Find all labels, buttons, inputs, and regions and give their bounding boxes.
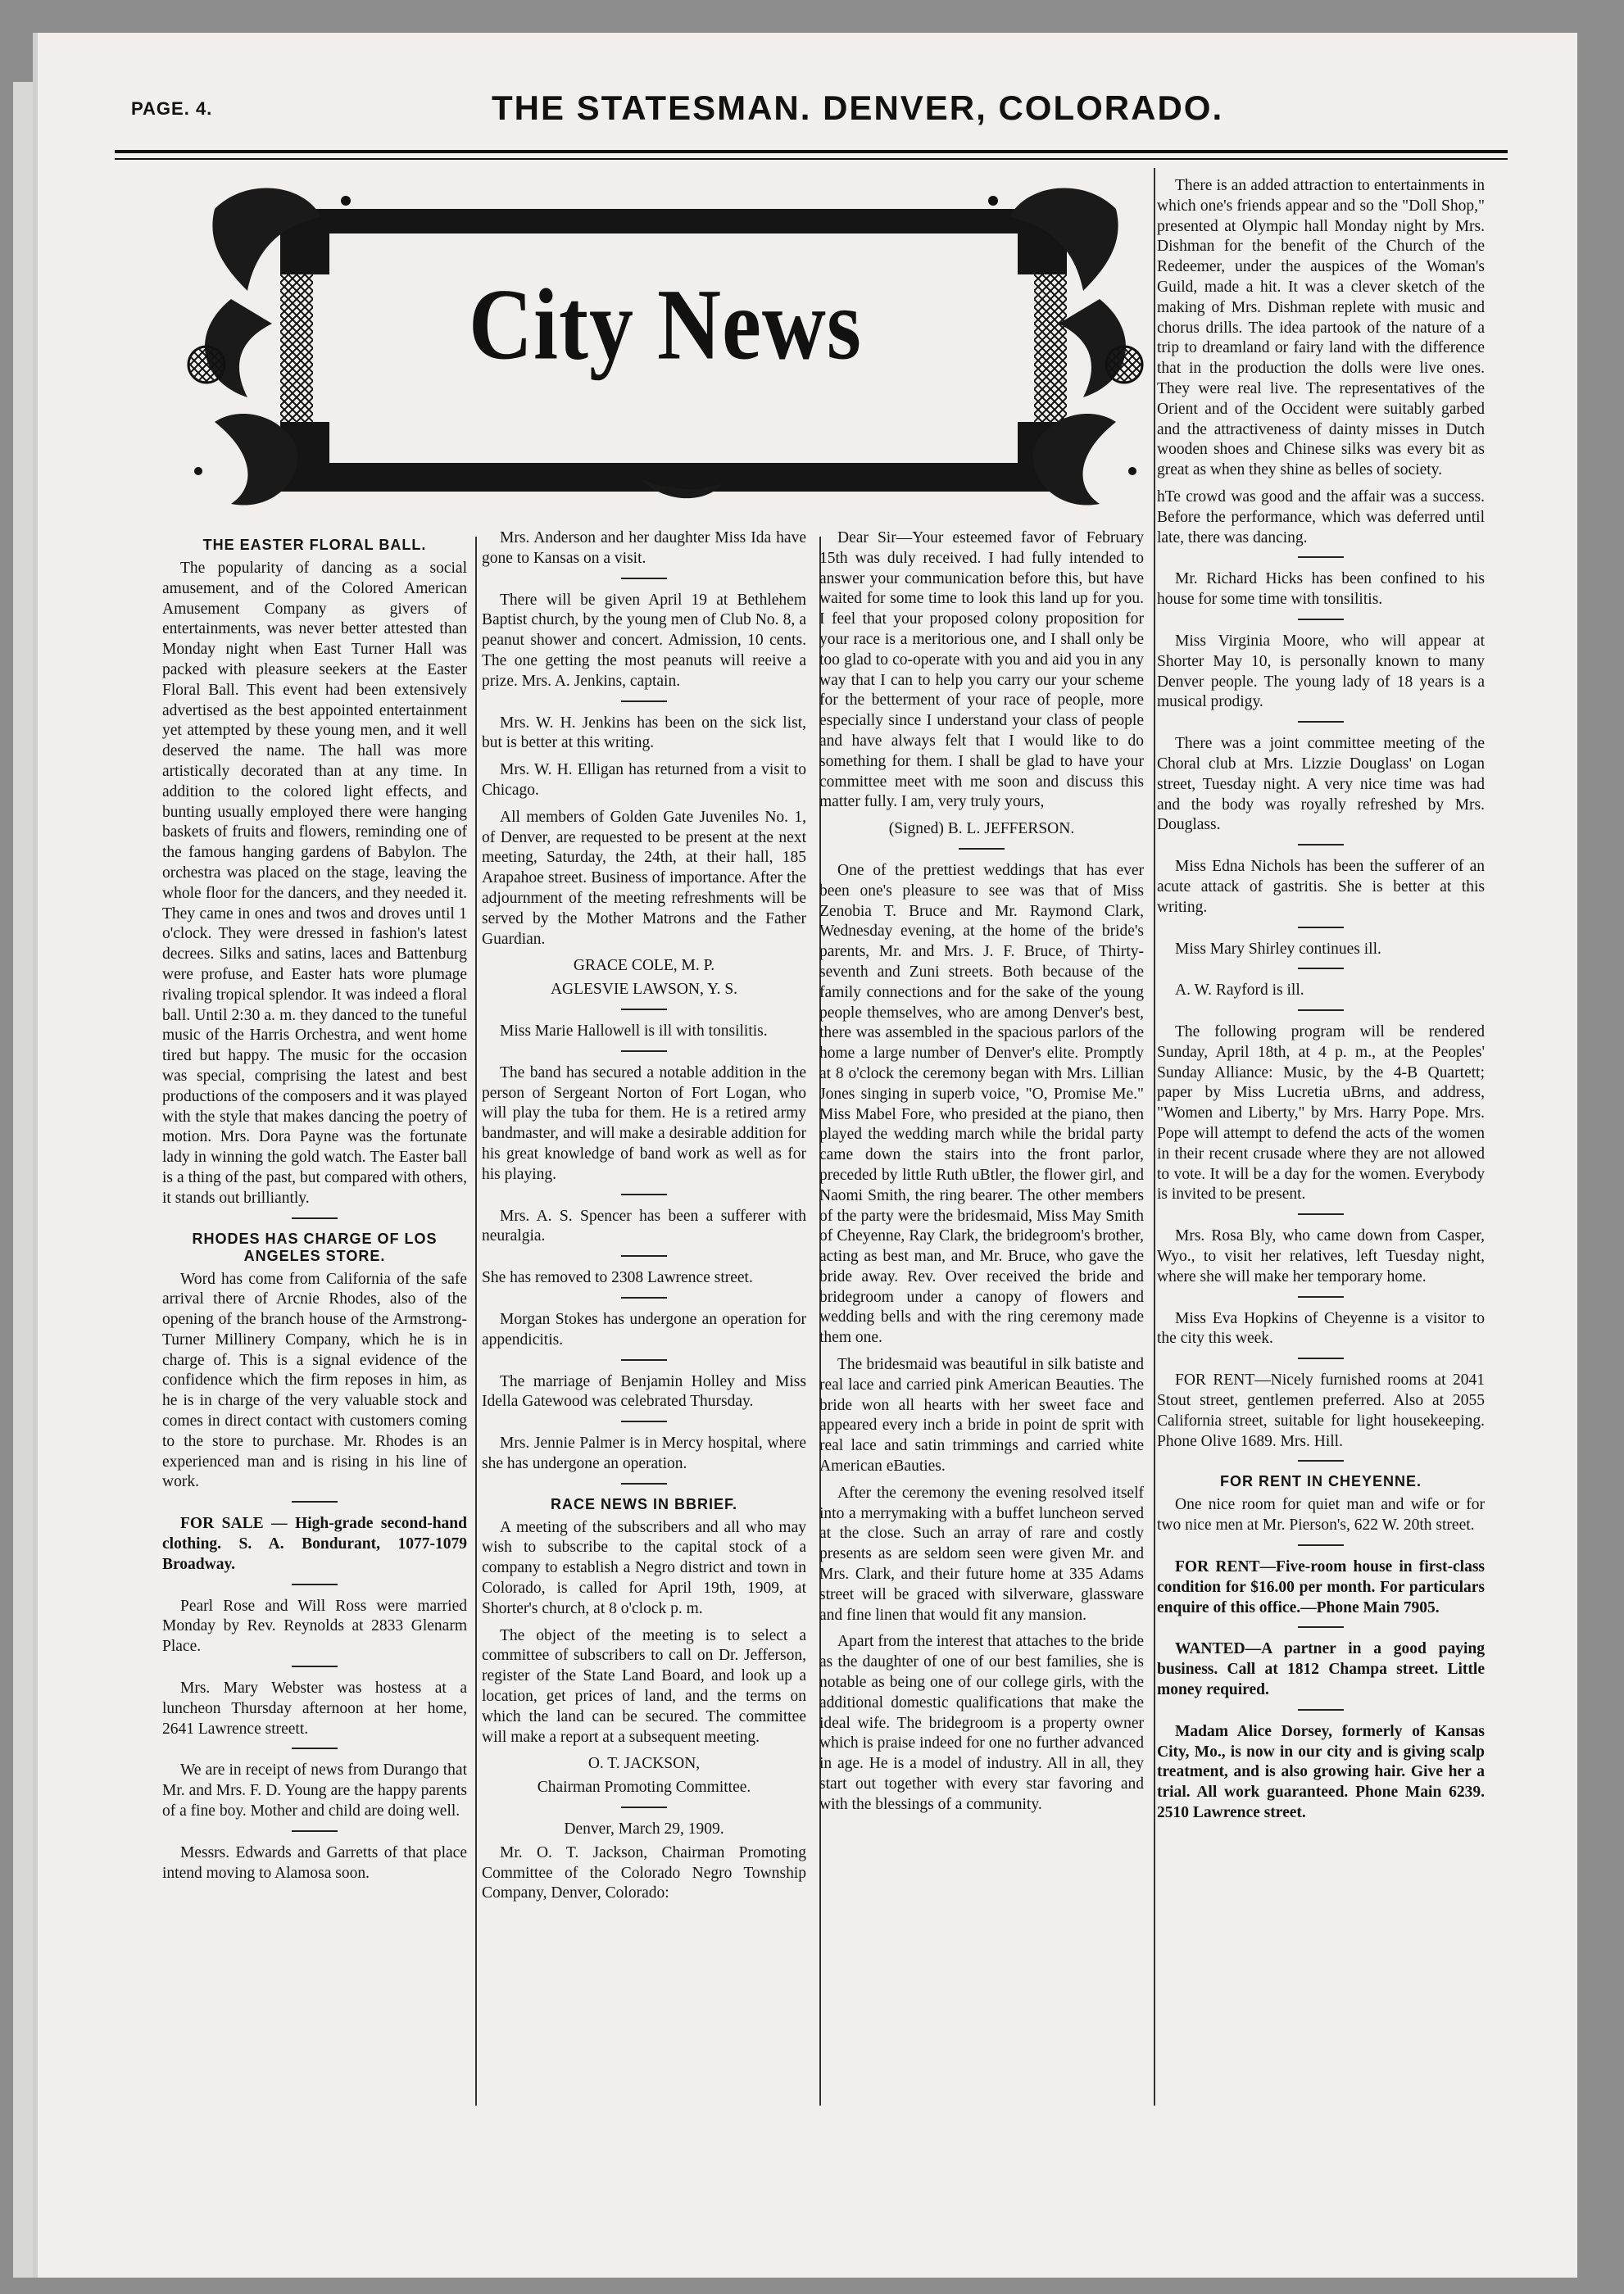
column-separator [1298, 844, 1344, 846]
article-paragraph: Mrs. A. S. Spencer has been a sufferer with neuralgia. [482, 1207, 806, 1245]
column-separator [1298, 1460, 1344, 1462]
article-paragraph: Pearl Rose and Will Ross were married Monday by Rev. Reynolds at 2833 Glenarm Place. [162, 1597, 467, 1656]
article-paragraph: Dear Sir—Your esteemed favor of February 15th was duly received. I had fully intended to answer your communication before this, but have waited for some time to look this land up for you. I feel that your proposed colony proposition for your race is a meritorious one, and I shall only be too glad to co-operate with you and aid you in any way that I can to help you carry our your scheme for the betterment of your race of people, more especially since I understand your class of people and have always felt that I would like to do something for them. I shall be glad to have your committee meet with me soon and discuss this matter fully. I am, very truly yours, [819, 529, 1144, 811]
column-separator [1298, 1544, 1344, 1546]
article-paragraph: There was a joint committee meeting of the Choral club at Mrs. Lizzie Douglass' on Logan street, Tuesday night. A very nice time was had and the body was royally refreshed by Mrs. Douglass. [1157, 735, 1485, 834]
article-paragraph: One of the prettiest weddings that has ever been one's pleasure to see was that of Miss Zenobia T. Bruce and Mr. Raymond Clark, Wednesday evening, at the home of the bride's parents, Mr. and Mrs. J. F. Bruce, of Thirty-seventh and Zuni streets. Both because of the family connections and for the sake of the young people themselves, who are among Denver's best, there was assembled in the spacious parlors of the home a large number of Denver's elite. Promptly at 8 o'clock the ceremony began with Mrs. Lillian Jones singing in superb voice, "O, Promise Me." Miss Mabel Fore, who presided at the piano, then played the wedding march while the bridal party came down the stairs into the front parlor, preceded by little Ruth uBtler, the flower girl, and Naomi Smith, the ring bearer. The other members of the party were the bridesmaid, Miss May Smith of Cheyenne, Ray Clark, the bridegroom's brother, acting as best man, and Mr. Bruce, who gave the bride away. Rev. Over received the bride and bridegroom under a canopy of flowers and wedding bells and with the ring ceremony made them one. [819, 861, 1144, 1347]
article-paragraph: We are in receipt of news from Durango that Mr. and Mrs. F. D. Young are the happy parents of a fine boy. Mother and child are doing well. [162, 1761, 467, 1820]
article-paragraph: One nice room for quiet man and wife or for two nice men at Mr. Pierson's, 622 W. 20th street. [1157, 1496, 1485, 1535]
advertisement: FOR RENT—Five-room house in first-class condition for $16.00 per month. For particulars enquire of this office.—Phone Main 7905. [1157, 1558, 1485, 1616]
page-number: PAGE. 4. [131, 98, 213, 119]
article-paragraph: Mrs. Rosa Bly, who came down from Casper, Wyo., to visit her relatives, left Tuesday night, where she will make her temporary home. [1157, 1227, 1485, 1285]
signature-line: (Signed) B. L. JEFFERSON. [888, 820, 1075, 838]
column-separator [621, 578, 667, 579]
article-paragraph: Mr. Richard Hicks has been confined to his house for some time with tonsilitis. [1157, 570, 1485, 609]
column-separator [621, 1009, 667, 1010]
column-separator [1298, 1709, 1344, 1711]
column-2 [482, 528, 806, 1911]
signature-line: AGLESVIE LAWSON, Y. S. [550, 981, 738, 999]
article-paragraph: The bridesmaid was beautiful in silk batiste and real lace and carried pink American Beauties. The bride won all hearts with her sweet face and appeared every inch a bride in point de sprit with real lace and satin trimmings and carried white American eBauties. [819, 1356, 1144, 1476]
article-headline: RACE NEWS IN BBRIEF. [550, 1495, 737, 1512]
article-paragraph: Mrs. W. H. Jenkins has been on the sick list, but is better at this writing. [482, 714, 806, 752]
column-3 [819, 528, 1144, 1822]
column-separator [621, 1297, 667, 1299]
column-separator [621, 700, 667, 702]
article-paragraph: All members of Golden Gate Juveniles No. 1, of Denver, are requested to be present at the next meeting, Saturday, the 24th, at their hall, 185 Arapahoe street. Business of importance. After the adjournment of the meeting refreshments will be served by the Mother Matrons and the Father Guardian. [482, 808, 806, 948]
column-separator [1298, 1296, 1344, 1298]
column-separator [1298, 619, 1344, 620]
article-paragraph: Morgan Stokes has undergone an operation for appendicitis. [482, 1310, 806, 1349]
column-separator [959, 848, 1005, 850]
column-separator [1298, 721, 1344, 723]
column-separator [292, 1584, 338, 1585]
column-separator [621, 1255, 667, 1257]
article-paragraph: Miss Virginia Moore, who will appear at Shorter May 10, is personally known to many Denver people. The young lady of 18 years is a musical prodigy. [1157, 632, 1485, 711]
column-separator [1298, 927, 1344, 928]
column-separator [1298, 1358, 1344, 1359]
column-separator [1298, 556, 1344, 558]
article-paragraph: Mrs. Mary Webster was hostess at a luncheon Thursday afternoon at her home, 2641 Lawrence streett. [162, 1680, 467, 1738]
article-paragraph: Miss Mary Shirley continues ill. [1175, 940, 1381, 958]
article-paragraph: The following program will be rendered Sunday, April 18th, at 4 p. m., at the Peoples' Sunday Alliance: Music, by the 4-B Quartett; paper by Miss Lucretia uBrns, and address, "Women and Liberty," by Mrs. Harry Pope. Mrs. Pope will attempt to defend the acts of the women in their recent crusade where they are not allowed to vote. It will be a day for the women. Everybody is invited to be present. [1157, 1023, 1485, 1204]
article-paragraph: There is an added attraction to entertainments in which one's friends appear and so the "Doll Shop," presented at Olympic hall Monday night by Mrs. Dishman for the benefit of the Church of the Redeemer, under the auspices of the Woman's Guild, made a hit. It was a clever sketch of the making of Mrs. Dishman replete with music and chorus drills. The idea partook of the nature of a trip to dreamland or fairy land with the difference that in the production the dolls were live ones. They were real live. The representatives of the Orient and of the Occident were suitably garbed and the attractiveness of dainty misses in Dutch wooden shoes and Chinese silks was every bit as great as when they shine as belles of society. [1157, 177, 1485, 479]
column-separator [1298, 1626, 1344, 1628]
article-paragraph: Miss Eva Hopkins of Cheyenne is a visitor to the city this week. [1157, 1309, 1485, 1348]
column-separator [621, 1807, 667, 1808]
column-separator [292, 1501, 338, 1503]
masthead: THE STATESMAN. DENVER, COLORADO. [492, 88, 1224, 127]
article-paragraph: There will be given April 19 at Bethlehem Baptist church, by the young men of Club No. 8, a peanut shower and concert. Admission, 10 cents. The one getting the most peanuts will reeive a prize. Mrs. A. Jenkins, captain. [482, 591, 806, 690]
article-paragraph: Miss Marie Hallowell is ill with tonsilitis. [500, 1022, 768, 1040]
header-rule-thick [115, 150, 1508, 153]
column-separator [292, 1748, 338, 1749]
article-paragraph: Mr. O. T. Jackson, Chairman Promoting Committee of the Colorado Negro Township Company, Denver, Colorado: [482, 1843, 806, 1902]
column-separator [621, 1483, 667, 1485]
column-separator [621, 1421, 667, 1422]
column-divider-1 [475, 537, 477, 2106]
signature-line: O. T. JACKSON, [587, 1755, 701, 1773]
signature-line: Chairman Promoting Committee. [537, 1779, 751, 1797]
article-paragraph: Word has come from California of the safe arrival there of Arcnie Rhodes, also of the opening of the branch house of the Armstrong-Turner Millinery Company, which he is in charge of. This is a signal evidence of the confidence which the firm reposes in him, as he is in charge of the very valuable stock and comes in direct contact with customers coming to the store to purchase. Mr. Rhodes is an experienced man and is rising in his line of work. [162, 1270, 467, 1491]
article-paragraph: She has removed to 2308 Lawrence street. [482, 1269, 753, 1287]
column-separator [1298, 1213, 1344, 1215]
article-paragraph: A. W. Rayford is ill. [1175, 982, 1304, 1000]
article-paragraph: The band has secured a notable addition in the person of Sergeant Norton of Fort Logan, who will play the tuba for them. He is a retired army bandmaster, and will make a desirable addition for his great knowledge of band work as well as for his playing. [482, 1063, 806, 1183]
column-separator [292, 1217, 338, 1219]
column-separator [621, 1359, 667, 1361]
column-separator [621, 1050, 667, 1052]
header-rule-thin [115, 158, 1508, 160]
advertisement: FOR SALE — High-grade second-hand clothing. S. A. Bondurant, 1077-1079 Broadway. [162, 1515, 467, 1573]
column-4 [1157, 176, 1485, 1830]
article-headline: FOR RENT IN CHEYENNE. [1219, 1473, 1422, 1490]
page-header [131, 88, 1224, 138]
signature-line: Denver, March 29, 1909. [564, 1820, 724, 1838]
column-separator [621, 1194, 667, 1195]
column-1 [162, 537, 467, 1890]
article-paragraph: Messrs. Edwards and Garretts of that place intend moving to Alamosa soon. [162, 1843, 467, 1882]
article-paragraph: FOR RENT—Nicely furnished rooms at 2041 Stout street, gentlemen preferred. Also at 2055 California street, suitable for light housekeeping. Phone Olive 1689. Mrs. Hill. [1157, 1371, 1485, 1450]
article-paragraph: Mrs. Anderson and her daughter Miss Ida have gone to Kansas on a visit. [482, 529, 806, 567]
article-paragraph: A meeting of the subscribers and all who may wish to subscribe to the capital stock of a company to establish a Negro district and town in Colorado, is called for April 19th, 1909, at Shorter's church, at 8 o'clock p. m. [482, 1518, 806, 1617]
article-paragraph: hTe crowd was good and the affair was a success. Before the performance, which was deferred until late, there was dancing. [1157, 487, 1485, 546]
advertisement: WANTED—A partner in a good paying business. Call at 1812 Champa street. Little money required. [1157, 1640, 1485, 1699]
advertisement: Madam Alice Dorsey, formerly of Kansas City, Mo., is now in our city and is giving scalp treatment, and is also growing hair. Give her a trial. All work guaranteed. Phone Main 6239. 2510 Lawrence street. [1157, 1722, 1485, 1821]
article-paragraph: Mrs. W. H. Elligan has returned from a visit to Chicago. [482, 761, 806, 799]
signature-line: GRACE COLE, M. P. [573, 957, 715, 975]
article-headline: RHODES HAS CHARGE OF LOS ANGELES STORE. [192, 1230, 438, 1264]
article-paragraph: After the ceremony the evening resolved itself into a merrymaking with a buffet luncheon served at the close. Such an array of rare and costly presents as are seldom seen were given Mr. and Mrs. Clark, and their future home at 335 Adams street will be graced with silverware, glassware and fine linen that would fit any mansion. [819, 1484, 1144, 1624]
article-headline: THE EASTER FLORAL BALL. [202, 537, 427, 553]
column-separator [292, 1666, 338, 1667]
article-paragraph: Mrs. Jennie Palmer is in Mercy hospital, where she has undergone an operation. [482, 1435, 806, 1472]
city-news-banner [182, 176, 1149, 528]
article-paragraph: The marriage of Benjamin Holley and Miss Idella Gatewood was celebrated Thursday. [482, 1372, 806, 1411]
article-paragraph: The object of the meeting is to select a committee of subscribers to call on Dr. Jefferson, register of the State Land Board, and look up a location, get prices of land, and the terms on which the land can be secured. The committee will make a report at a subsequent meeting. [482, 1626, 806, 1746]
article-paragraph: Apart from the interest that attaches to the bride as the daughter of one of our best families, she is notable as being one of our college girls, with the additional domestic qualifications that make the ideal wife. The bridegroom is a property owner which is praise indeed for one no further advanced in age. He is a model of industry. All in all, they start out together with every star favoring and with the blessings of a community. [819, 1633, 1144, 1813]
banner-title: City News [469, 269, 862, 381]
column-separator [292, 1830, 338, 1832]
article-paragraph: Miss Edna Nichols has been the sufferer of an acute attack of gastritis. She is better at this writing. [1157, 858, 1485, 916]
column-separator [1298, 1009, 1344, 1011]
column-divider-3 [1154, 168, 1155, 2106]
article-paragraph: The popularity of dancing as a social amusement, and of the Colored American Amusement Company as givers of entertainments, was never better attested than Monday night when East Turner Hall was packed with pleasure seekers at the Easter Floral Ball. This event had been extensively advertised as the best appointed entertainment yet attempted by these young men, and it well deserved the name. The hall was more artistically decorated than at any time. In addition to the colored light effects, and bunting usually employed there were hanging baskets of fruits and flowers, reminding one of the famous hanging gardens of Babylon. The orchestra was placed on the stage, leaving the whole floor for the dancers, and they needed it. They came in ones and twos and droves until 1 o'clock. They were dressed in fashion's latest decrees. Silks and satins, laces and Battenburg were profuse, and Easter hats wore plumage rivaling tropical splendor. It was indeed a floral ball. Until 2:30 a. m. they danced to the tuneful music of the Harris Orchestra, and went home tired but happy. The music for the occasion was special, comprising the latest and best productions of the composers and it was played with the style that makes dancing the poetry of motion. Mrs. Dora Payne was the fortunate lady in winning the gold watch. The Easter ball is a thing of the past, but compared with others, it stands out brilliantly. [162, 560, 467, 1207]
column-separator [1298, 968, 1344, 969]
